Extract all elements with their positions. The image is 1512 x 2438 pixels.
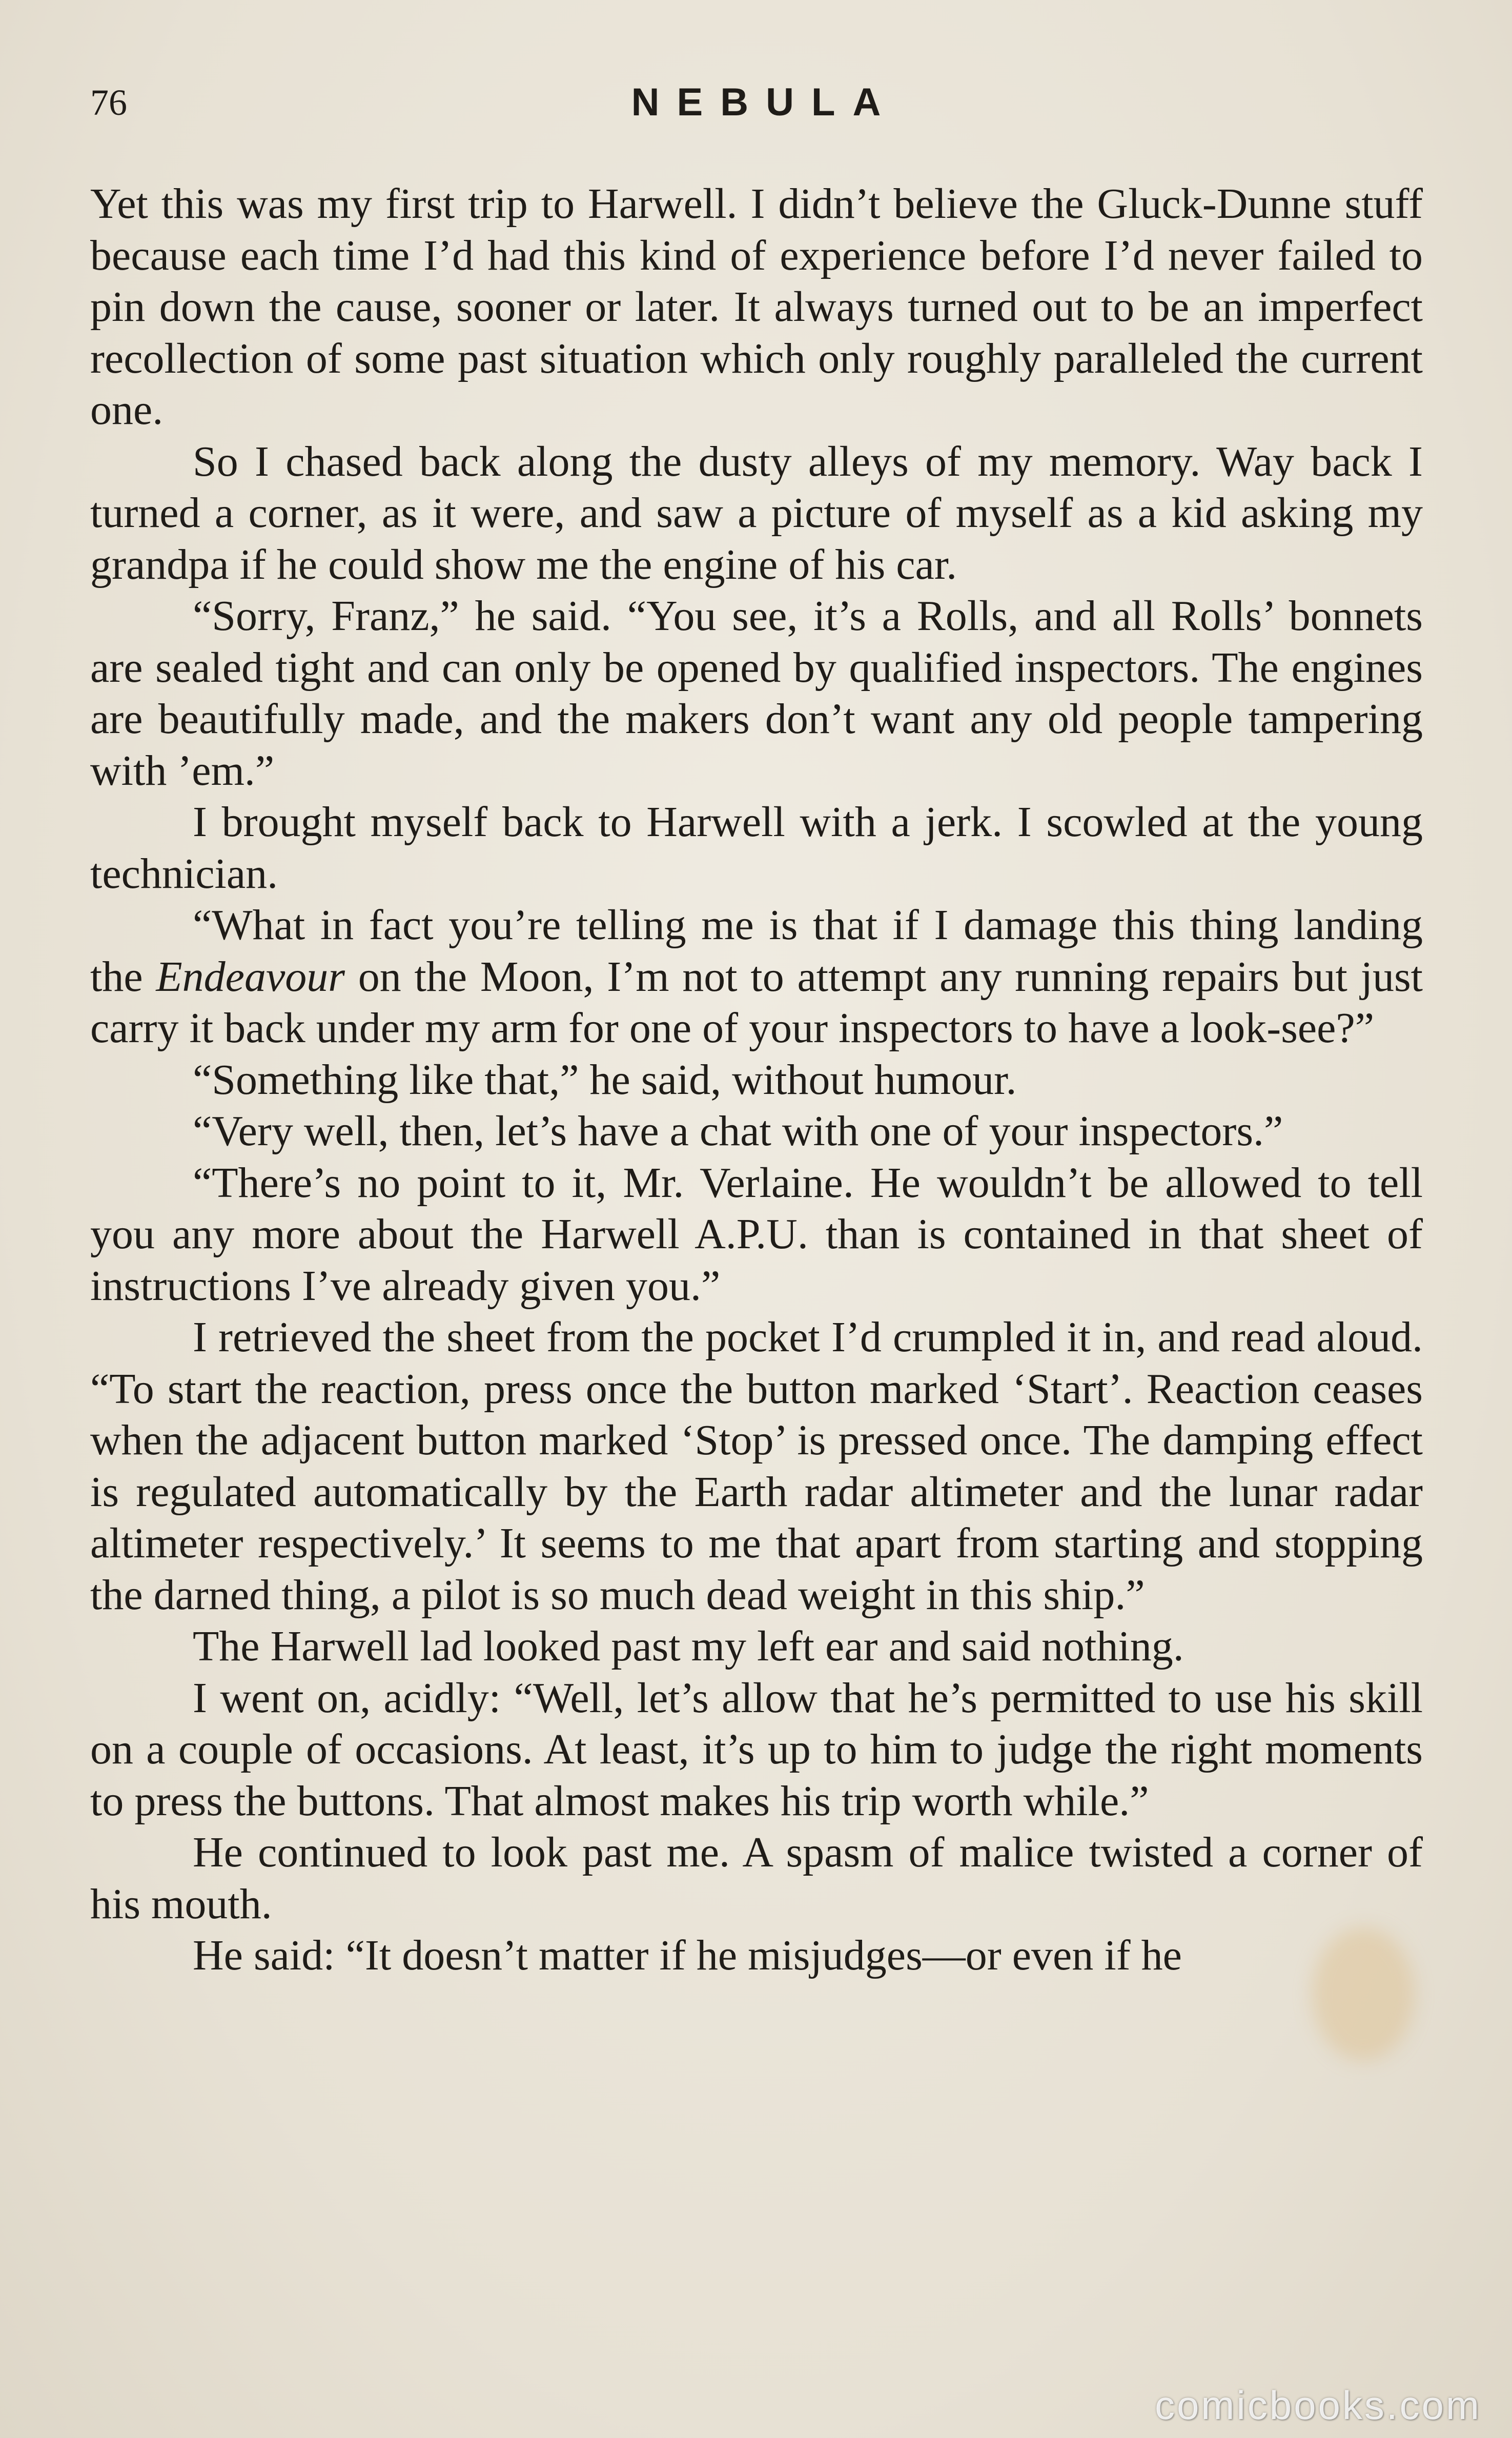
paragraph [90, 900, 1423, 1054]
running-header [90, 77, 1422, 128]
page-number: 76 [90, 82, 127, 123]
watermark: comicbooks.com [1155, 2383, 1481, 2428]
paragraph: “There’s no point to it, Mr. Verlaine. He wouldn’t be allowed to tell you any more about the Harwell A.P.U. than is contained in that sheet of instructions I’ve already given you.” [90, 1159, 1423, 1310]
paragraph: “Something like that,” he said, without humour. [193, 1055, 1017, 1104]
paragraph: He said: “It doesn’t matter if he misjudges—or even if he [193, 1932, 1182, 1979]
ship-name: Endeavour [156, 952, 345, 1001]
paragraph: “Very well, then, let’s have a chat with one of your inspectors.” [193, 1107, 1283, 1155]
paragraph-text: “What in fact you’re telling me is that if I damage this thing landing the [90, 901, 1423, 1001]
paragraph: I went on, acidly: “Well, let’s allow that he’s permitted to use his skill on a couple of occasions. At least, it’s up to him to judge the right moments to press the buttons. That almost makes his trip worth while.” [90, 1674, 1423, 1825]
paragraph: He continued to look past me. A spasm of malice twisted a corner of his mouth. [90, 1828, 1423, 1928]
story-text [90, 178, 1423, 1982]
paragraph: I retrieved the sheet from the pocket I’d crumpled it in, and read aloud. “To start the reaction, press once the button marked ‘Start’. Reaction ceases when the adjacent button marked ‘Stop’ is pressed once. The damping effect is regulated automatically by the Earth radar altimeter and the lunar radar altimeter respectively.’ It seems to me that apart from starting and stopping the darned thing, a pilot is so much dead weight in this ship.” [90, 1313, 1423, 1619]
running-title: NEBULA [631, 80, 898, 124]
paragraph-text: on the Moon, I’m not to attempt any running repairs but just carry it back under my arm for one of your inspectors to have a look-see?” [90, 952, 1423, 1052]
paragraph: The Harwell lad looked past my left ear and said nothing. [193, 1622, 1184, 1670]
paragraph: Yet this was my first trip to Harwell. I didn’t believe the Gluck-Dunne stuff because each time I’d had this kind of experience before I’d never failed to pin down the cause, sooner or later. It always turned out to be an imperfect recollection of some past situation which only roughly paralleled the current one. [90, 180, 1423, 434]
paragraph: So I chased back along the dusty alleys of my memory. Way back I turned a corner, as it were, and saw a picture of myself as a kid asking my grandpa if he could show me the engine of his car. [90, 437, 1423, 588]
paragraph: “Sorry, Franz,” he said. “You see, it’s a Rolls, and all Rolls’ bonnets are sealed tight and can only be opened by qualified inspectors. The engines are beautifully made, and the makers don’t want any old people tampering with ’em.” [90, 592, 1423, 795]
paragraph: I brought myself back to Harwell with a jerk. I scowled at the young technician. [90, 798, 1423, 898]
